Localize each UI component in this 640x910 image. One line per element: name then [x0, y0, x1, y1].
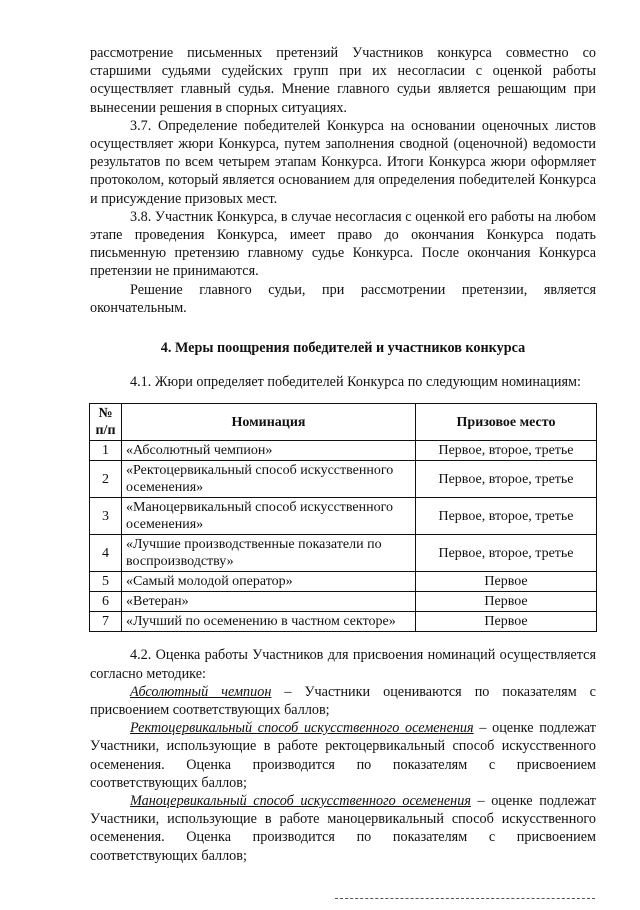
paragraph-4-1: 4.1. Жюри определяет победителей Конкурса по следующим номинациям:	[130, 374, 581, 391]
row-nomination: «Маноцервикальный способ искусственного осеменения»	[122, 498, 416, 535]
row-place: Первое	[416, 572, 597, 592]
row-nomination: «Ректоцервикальный способ искусственного осеменения»	[122, 461, 416, 498]
method-term: Ректоцервикальный способ искусственного осеменения	[130, 720, 474, 737]
row-number: 5	[90, 572, 122, 592]
row-nomination: «Лучшие производственные показатели по воспроизводству»	[122, 535, 416, 572]
method-text: – оценке подлежат Участники, использующие в работе маноцервикальный способ искусственного осеменения. Оценка производится по показателям с присвоением соответствующих баллов;	[90, 793, 596, 864]
row-nomination: «Абсолютный чемпион»	[122, 441, 416, 461]
row-place: Первое, второе, третье	[416, 441, 597, 461]
header-number: № п/п	[90, 404, 122, 441]
method-text: – Участники оцениваются по показателям с присвоением соответствующих баллов;	[90, 683, 596, 719]
table-row	[90, 572, 597, 592]
method-term: Маноцервикальный способ искусственного осеменения	[130, 793, 471, 810]
table-row	[90, 441, 597, 461]
paragraph-3-8: 3.8. Участник Конкурса, в случае несогласия с оценкой его работы на любом этапе проведения Конкурса, имеет право до окончания Конкурса подать письменную претензию главному судье Конкурса. После окончания Конкурса претензии не принимаются.	[90, 208, 596, 280]
footer-divider	[335, 898, 595, 899]
nominations-table	[89, 403, 597, 632]
method-manocervical	[90, 792, 596, 865]
paragraph-decision: Решение главного судьи, при рассмотрении претензии, является окончательным.	[90, 281, 596, 316]
row-place: Первое	[416, 592, 597, 612]
row-place: Первое, второе, третье	[416, 461, 597, 498]
row-number: 6	[90, 592, 122, 612]
method-absolute-champion	[90, 683, 596, 719]
row-number: 2	[90, 461, 122, 498]
method-text: – оценке подлежат Участники, использующие в работе ректоцервикальный способ искусственного осеменения. Оценка производится по показателям с присвоением соответствующих баллов;	[90, 720, 597, 791]
document-page	[90, 44, 596, 865]
row-number: 7	[90, 612, 122, 632]
row-number: 4	[90, 535, 122, 572]
method-term: Абсолютный чемпион	[130, 683, 272, 700]
table-row	[90, 535, 597, 572]
header-nomination: Номинация	[122, 404, 416, 441]
paragraph-4-2: 4.2. Оценка работы Участников для присвоения номинаций осуществляется согласно методике:	[90, 647, 596, 682]
row-place: Первое, второе, третье	[416, 498, 597, 535]
row-place: Первое, второе, третье	[416, 535, 597, 572]
table-row	[90, 612, 597, 632]
method-rectocervical	[90, 719, 596, 792]
table-row	[90, 592, 597, 612]
paragraph-3-7: 3.7. Определение победителей Конкурса на основании оценочных листов осуществляет жюри Конкурса, путем заполнения сводной (оценочной) ведомости результатов по всем четырем этапам Конкурса. Итоги Конкурса жюри оформляет протоколом, который является основанием для определения победителей Конкурса и присуждение призовых мест.	[90, 117, 596, 207]
header-place: Призовое место	[416, 404, 597, 441]
row-number: 3	[90, 498, 122, 535]
paragraph-continued: рассмотрение письменных претензий Участников конкурса совместно со старшими судьями судейских групп при их несогласии с оценкой работы осуществляет главный судья. Мнение главного судьи является решающим при вынесении решения в спорных ситуациях.	[90, 45, 596, 116]
section-4-title: 4. Меры поощрения победителей и участников конкурса	[160, 340, 526, 357]
row-place: Первое	[416, 612, 597, 632]
row-nomination: «Ветеран»	[122, 592, 416, 612]
row-number: 1	[90, 441, 122, 461]
row-nomination: «Самый молодой оператор»	[122, 572, 416, 592]
table-row	[90, 461, 597, 498]
table-row	[90, 498, 597, 535]
table-header-row	[90, 404, 597, 441]
row-nomination: «Лучший по осеменению в частном секторе»	[122, 612, 416, 632]
